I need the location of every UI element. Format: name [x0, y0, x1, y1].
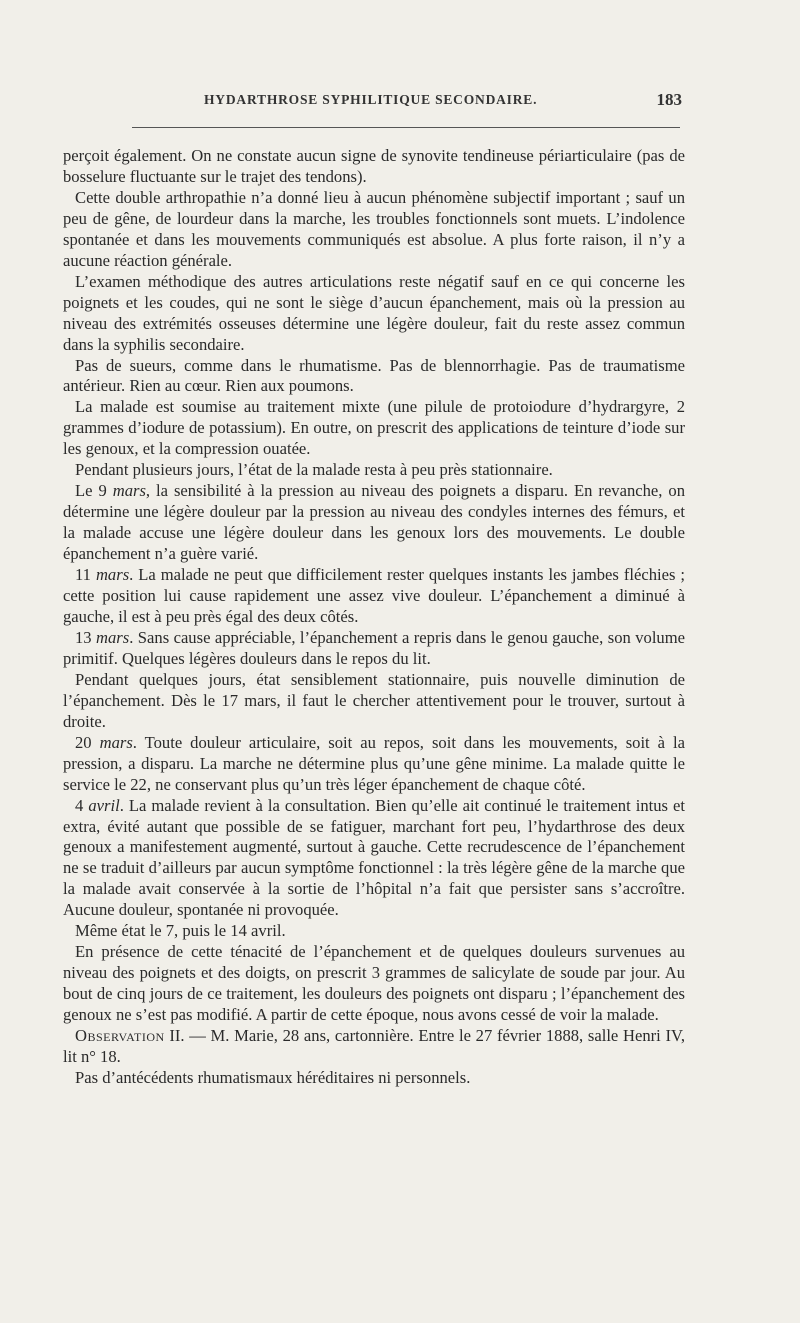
paragraph-text: En présence de cette ténacité de l’épanchement et de quelques douleurs survenues au niveau des poignets et des doigts, on prescrit 3 grammes de salicylate de soude par jour. Au bout de cinq jours de ce traitement, les douleurs des poignets ont disparu ; l’épanchement des genoux ne s’est pas modifié. A partir de cette époque, nous avons cessé de voir la malade.: [63, 942, 685, 1025]
paragraph-text: L’examen méthodique des autres articulations reste négatif sauf en ce qui concerne les poignets et les coudes, qui ne sont le siège d’aucun épanchement, mais où la pression au niveau des extrémités osseuses détermine une légère douleur, fait du reste assez commun dans la syphilis secondaire.: [63, 271, 685, 354]
paragraph: [63, 146, 685, 188]
paragraph: [63, 1068, 685, 1089]
paragraph-text: 13: [75, 627, 97, 647]
paragraph-text: , la sensibilité à la pression au niveau des poignets a disparu. En revanche, on détermine une légère douleur par la pression au niveau des condyles internes des fémurs, et la malade accuse une légère douleur dans les genoux lors des mouvements. Le double épanchement n’a guère varié.: [63, 481, 685, 564]
paragraph-text: Pendant plusieurs jours, l’état de la malade resta à peu près stationnaire.: [75, 460, 553, 480]
paragraph: [63, 942, 685, 1026]
header-rule: [132, 127, 680, 128]
paragraph-text: . Sans cause appréciable, l’épanchement a repris dans le genou gauche, son volume primitif. Quelques légères douleurs dans le repos du lit.: [63, 627, 685, 668]
observation-label: Observation: [75, 1026, 165, 1046]
paragraph: [63, 272, 685, 356]
paragraph-text: 20: [75, 732, 100, 752]
paragraph: [63, 565, 685, 628]
paragraph: [63, 481, 685, 565]
date-label: mars: [112, 481, 146, 501]
paragraph: [63, 733, 685, 796]
paragraph: [63, 188, 685, 272]
paragraph-text: . Toute douleur articulaire, soit au repos, soit dans les mouvements, soit à la pression, a disparu. La marche ne détermine plus qu’une gêne minime. La malade quitte le service le 22, ne conservant plus qu’un très léger épanchement de chaque côté.: [63, 732, 685, 794]
date-label: mars: [99, 732, 133, 752]
date-label: avril: [88, 795, 120, 815]
page-header: [70, 92, 682, 114]
paragraph-text: 4: [75, 795, 89, 815]
paragraph: [63, 628, 685, 670]
paragraph-text: Le 9: [75, 481, 113, 501]
paragraph-text: 11: [75, 565, 96, 585]
paragraph: [63, 397, 685, 460]
paragraph-text: Pendant quelques jours, état sensiblement stationnaire, puis nouvelle diminution de l’épanchement. Dès le 17 mars, il faut le chercher attentivement pour le trouver, surtout à droite.: [63, 669, 685, 731]
paragraph-text: Pas d’antécédents rhumatismaux héréditaires ni personnels.: [75, 1067, 471, 1087]
paragraph: [63, 356, 685, 398]
paragraph-text: perçoit également. On ne constate aucun signe de synovite tendineuse périarticulaire (pas de bosselure fluctuante sur le trajet des tendons).: [63, 146, 685, 186]
date-label: mars: [96, 627, 130, 647]
date-label: mars: [95, 565, 130, 585]
paragraph-text: La malade est soumise au traitement mixte (une pilule de protoiodure d’hydrargyre, 2 grammes d’iodure de potassium). En outre, on prescrit des applications de teinture d’iode sur les genoux, et la compression ouatée.: [63, 397, 685, 459]
paragraph-text: . La malade revient à la consultation. Bien qu’elle ait continué le traitement intus et extra, évité autant que possible de se fatiguer, marchant fort peu, l’hydarthrose des deux genoux a manifestement augmenté, surtout à gauche. Cette recrudescence de l’épanchement ne se traduit d’ailleurs par aucun symptôme fonctionnel : la très légère gêne de la marche que la malade avait conservée à la sortie de l’hôpital n’a fait que persister sans s’accroître. Aucune douleur, spontanée ni provoquée.: [63, 795, 686, 920]
paragraph-text: II. — M. Marie, 28 ans, cartonnière. Entre le 27 février 1888, salle Henri IV, lit n° 18.: [63, 1026, 685, 1066]
paragraph: [63, 1026, 685, 1068]
body-text: [63, 146, 685, 1089]
running-title: HYDARTHROSE SYPHILITIQUE SECONDAIRE.: [204, 92, 538, 107]
page-number: 183: [656, 90, 682, 109]
paragraph: [63, 796, 685, 922]
paragraph: [63, 460, 685, 481]
paragraph-text: Pas de sueurs, comme dans le rhumatisme. Pas de blennorrhagie. Pas de traumatisme antérieur. Rien au cœur. Rien aux poumons.: [63, 355, 685, 396]
paragraph: [63, 921, 685, 942]
paragraph-text: Même état le 7, puis le 14 avril.: [75, 921, 286, 941]
paragraph-text: Cette double arthropathie n’a donné lieu à aucun phénomène subjectif important ; sauf un peu de gêne, de lourdeur dans la marche, les troubles fonctionnels sont muets. L’indolence spontanée et dans les mouvements communiqués est absolue. A plus forte raison, il n’y a aucune réaction générale.: [63, 187, 685, 270]
paragraph-text: . La malade ne peut que difficilement rester quelques instants les jambes fléchies ; cette position lui cause rapidement une assez vive douleur. L’épanchement a diminué à gauche, il est à peu près égal des deux côtés.: [63, 565, 685, 626]
paragraph: [63, 670, 685, 733]
